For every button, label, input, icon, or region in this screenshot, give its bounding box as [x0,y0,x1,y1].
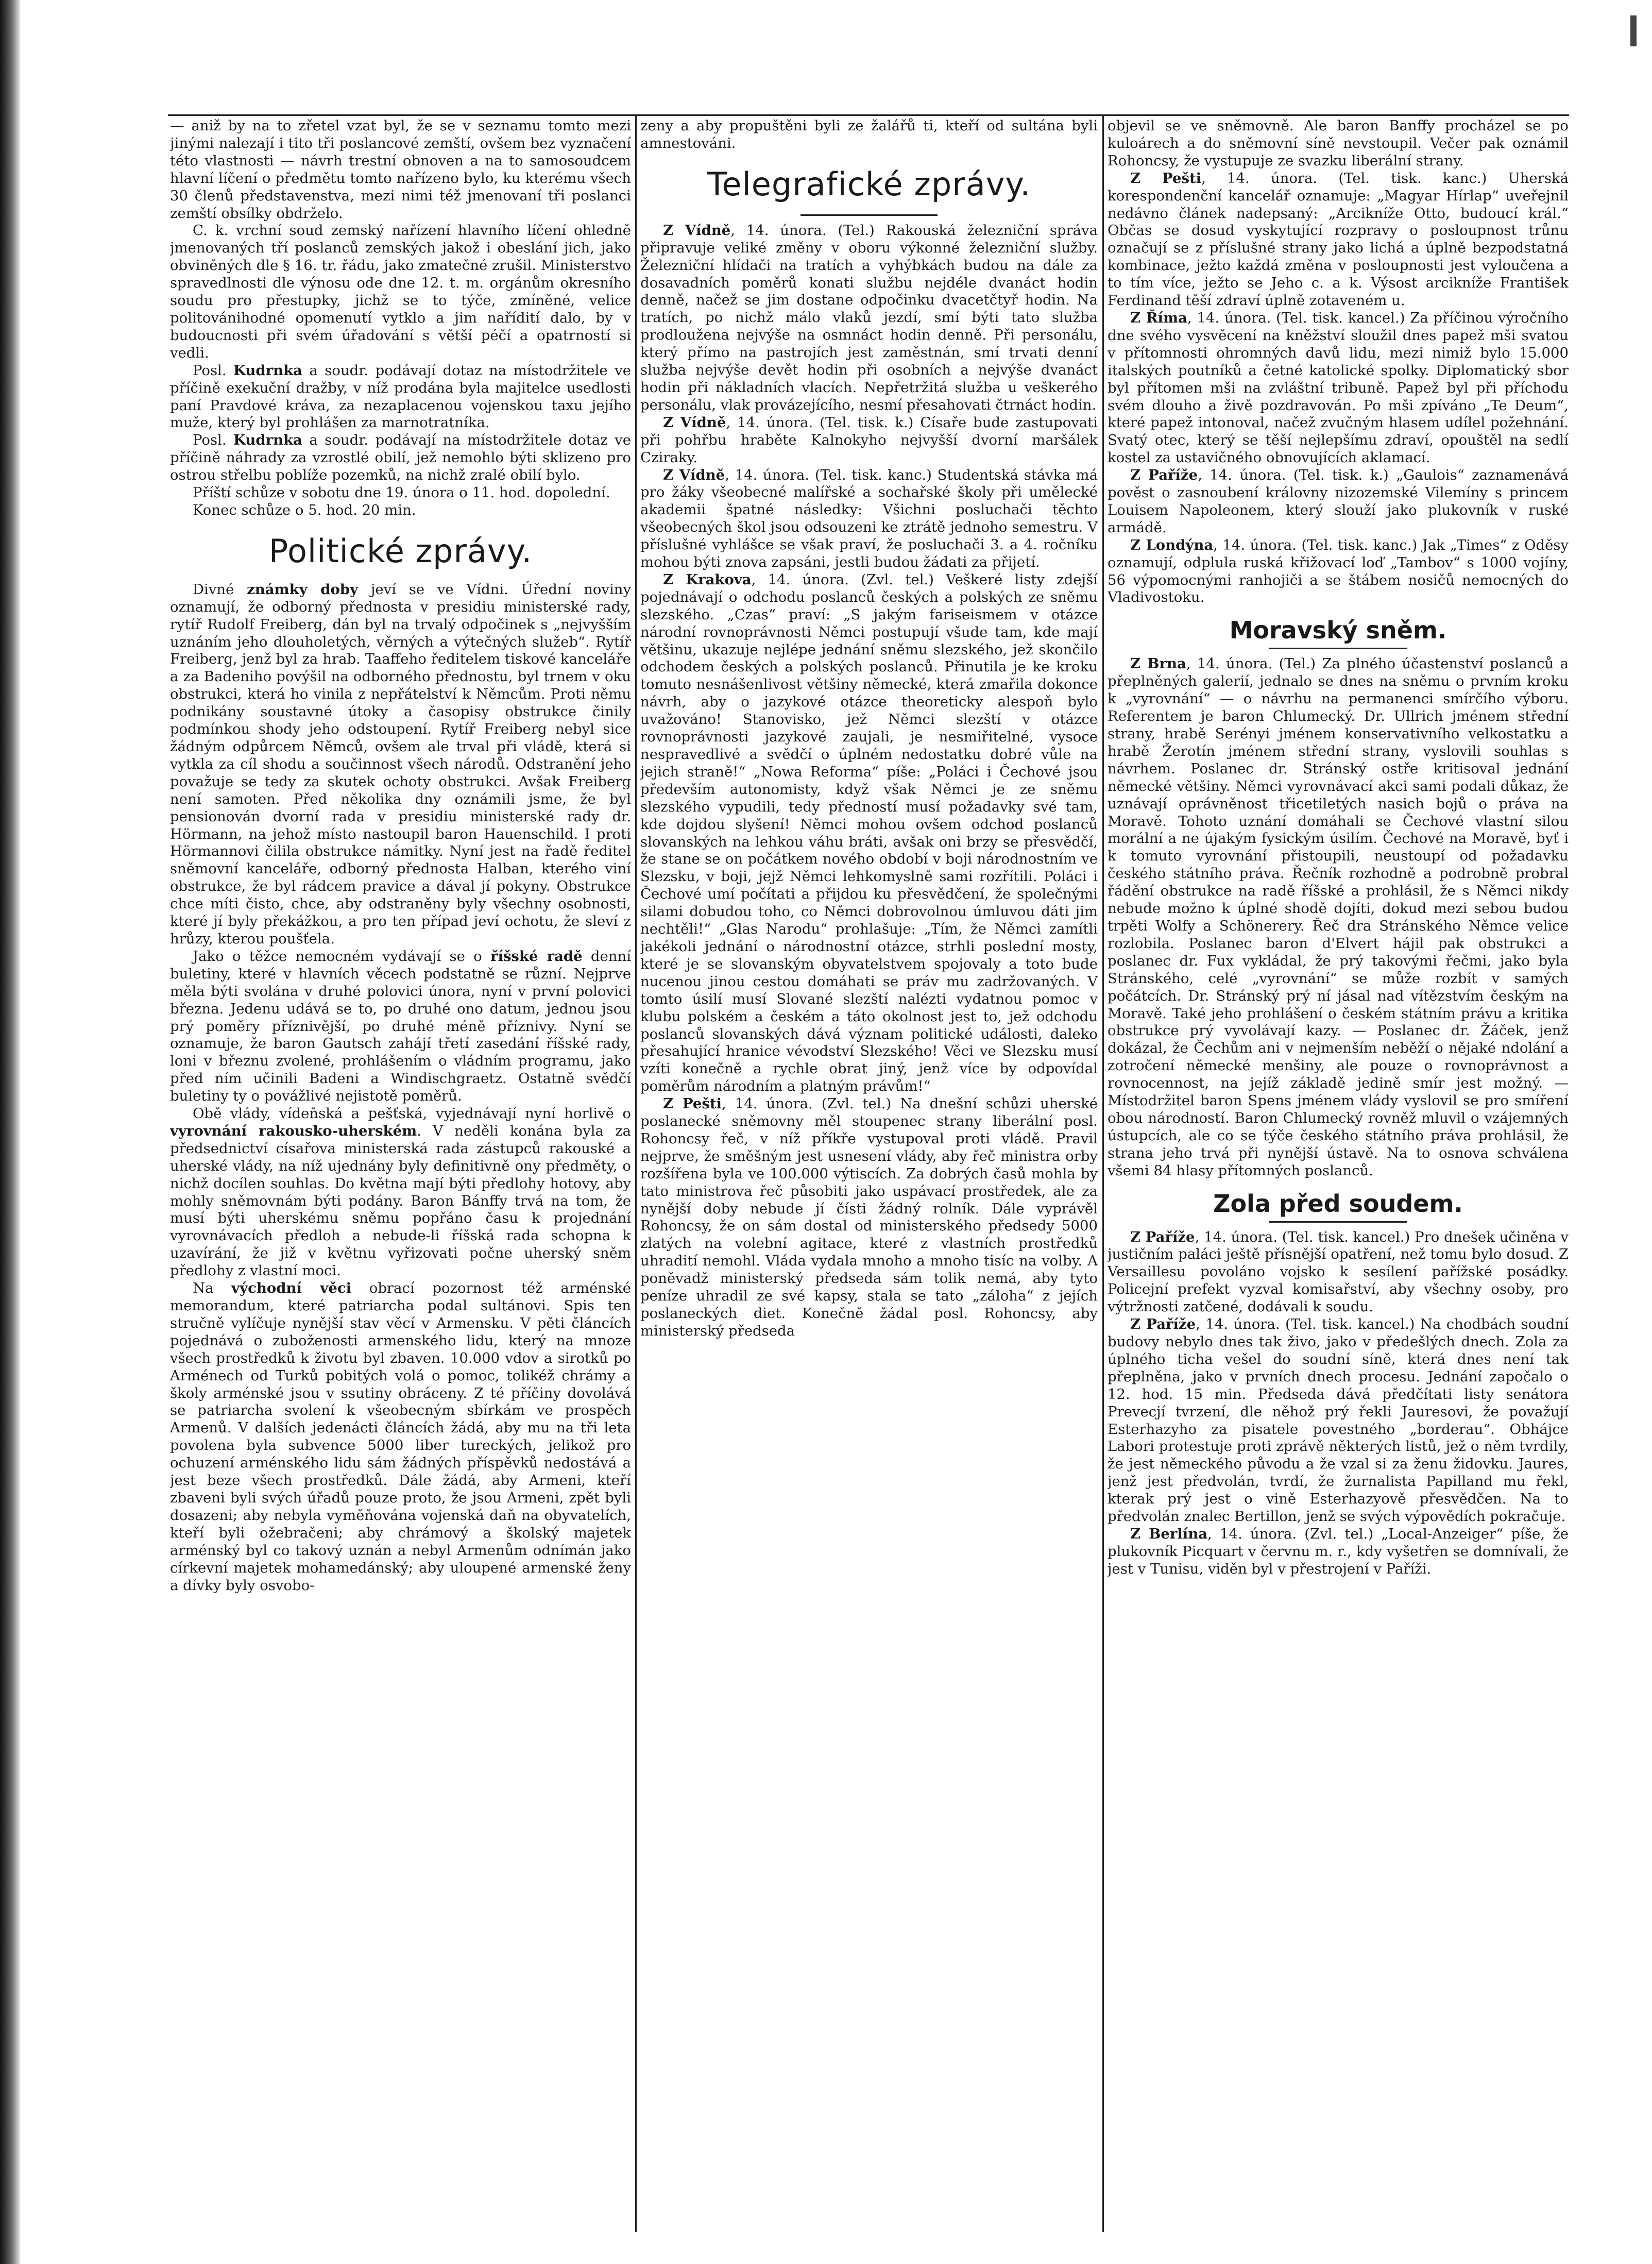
section-heading-politicke: Politické zprávy. [268,532,533,570]
scan-mark [1630,15,1637,46]
paragraph: C. k. vrchní soud zemský nařízení hlavního líčení ohledně jmenovaných tří poslanců zemských jakož i obeslání jich, jako obviněných dle § 16. tr. řádu, jako zmatečné zrušil. Ministerstvo spravedlnosti dle výnosu ode dne 12. t. m. orgánům okresního soudu pro přestupky, jichž se to týče, zmíněné, velice politovánihodné opomenutí vytklo a jim nařídití dalo, by v budoucnosti při svém úřadování s větší péčí a opatrností si vedli. [170,222,631,361]
paragraph: Z Vídně, 14. února. (Tel. tisk. k.) Císaře bude zastupovati při pohřbu hraběte Kalnokyho nejvyšší dvorní maršálek Cziraky. [640,414,1098,466]
section-heading-zola: Zola před soudem. [1213,1189,1463,1218]
paragraph: Posl. Kudrnka a soudr. podávají na místodržitele dotaz ve příčině náhrady za vzrostlé obilí, jež nemohlo býti sklizeno pro ostrou střelbu poblíže pozemků, na nichž zralé obilí bylo. [170,432,631,484]
paragraph: Obě vlády, vídeňská a pešťská, vyjednávají nyní horlivě o vyrovnání rakousko-uherském. V neděli konána byla za předsednictví císařova ministerská rada zástupců rakouské a uherské vlády, na níž ujednány byly definitivně ony předměty, o nichž docílen souhlas. Do května mají býti předlohy hotovy, aby mohly sněmovnám býti podány. Baron Bánffy trvá na tom, že musí býti uherskému sněmu popřáno času k projednání vyrovnávacích předloh a nebude-li říšská rada schopna k uzavírání, že již v květnu vyřizovati počne uherský sněm předlohy z vlastní moci. [170,1105,631,1279]
paragraph: Z Paříže, 14. února. (Tel. tisk. k.) „Gaulois“ zaznamenává pověst o zasnoubení královny nizozemské Vilemíny s princem Louisem Napoleonem, který slouží jako plukovník v ruské armádě. [1108,467,1569,536]
section-heading-moravsky-snem: Moravský sněm. [1229,616,1447,645]
paragraph: Z Pešti, 14. února. (Zvl. tel.) Na dnešní schůzi uherské poslanecké sněmovny měl stoupenec strany liberální posl. Rohoncsy řeč, v níž příkře vystupoval proti vládě. Pravil nejprve, že směšným jest usnesení vlády, aby řeč ministra orby rozšířena byla ve 100.000 výtiscích. Za dobrých časů mohla by tato ministrova řeč působiti jako uspávací prostředek, ale za nynější doby nebude jí čísti žádný rolník. Dále vyprávěl Rohoncsy, že on sám dostal od ministerského předsedy 5000 zlatých na volební agitace, které z vlastních prostředků uhradití nemohl. Vláda vydala mnoho a mnoho tisíc na volby. A poněvadž ministerský předseda sám tolik nemá, aby tyto peníze uhradil ze své kapsy, stala se tato „záloha“ z jejích poslaneckých diet. Konečně žádal posl. Rohoncsy, aby ministerský předseda [640,1095,1098,1339]
bold-name: Kudrnka [233,432,302,449]
binding-shadow [0,0,21,2264]
paragraph: — aniž by na to zřetel vzat byl, že se v seznamu tomto mezi jinými nalezají i tito tři poslancové zemští, ovšem bez vyznačení této vlastnosti — návrh trestní obnoven a na to samosoudcem hlavní líčení o předmětu tomto nařízeno bylo, ku kterému všech 30 členů představenstva, mezi nimi též jmenovaní tři poslanci zemští obsílky obdrželo. [170,117,631,222]
column-rule-1 [635,114,637,2232]
column-1 [170,117,631,2230]
heading-rule [1269,648,1407,649]
paragraph: Z Brna, 14. února. (Tel.) Za plného účastenství poslanců a přeplněných galerií, jednalo se dnes na sněmu o prvním kroku k „vyrovnání“ — o návrhu na permanenci smírčího výboru. Referentem je baron Chlumecký. Dr. Ullrich jménem střední strany, hrabě Serényi jménem konservativního velkostatku a hrabě Žerotín jménem střední strany, vyslovili souhlas s návrhem. Poslanec dr. Stránský ostře kritisoval jednání německé většiny. Němci vyrovnávací akci sami podali důkaz, že uznávají oprávněnost třicetiletých nasich bojů o práva na Moravě. Tohoto uznání domáhali se Čechové vlastní silou morální a ne újakým fysickým úsilím. Čechové na Moravě, byť i k tomuto vyrovnání přistoupili, neustoupí od požadavku českého státního práva. Řečník rozhodně a podrobně probral řádění obstrukce na radě říšské a prohlásil, že s Němci nikdy nebude možno k úplné shodě dojíti, dokud mezi sebou budou trpěti Wolfy a Schönerery. Řeč dra Stránského Němce velice rozlobila. Poslanec baron d'Elvert hájil pak obstrukci a poslanec dr. Fux vykládal, že prý takovými řečmi, jako byla Stránského, celé „vyrovnání“ se může rozbít v samých počátcích. Dr. Stránský prý ní jásal nad vítězstvím českým na Moravě. Také jeho prohlášení o českém státním právu a kritika obstrukce prý vyvolávají kazy. — Poslanec dr. Žáček, jenž dokázal, že Čechům ani v nejmenším neběží o nějaké ndolání a zotročení německé menšiny, ale pouze o rovnoprávnost a rovnocennost, na jejíž základě jedině smír jest možný. — Místodržitel baron Spens jménem vlády vyslovil se pro smíření obou národností. Baron Chlumecký rovněž mluvil o vzájemných ústupcích, ale co se týče českého státního práva prohlásil, že strana jeho trvá při nynější ústavě. Na to osnova schválena všemi 84 hlasy přítomných poslanců. [1108,655,1569,1179]
paragraph: Z Říma, 14. února. (Tel. tisk. kancel.) Za příčinou výročního dne svého vysvěcení na kněžství sloužil dnes papež mši svatou v přítomnosti ohromných davů lidu, mezi nimiž bylo 15.000 italských poutníků a četné katolické spolky. Diplomatický sbor byl přítomen mši na zvláštní tribuně. Papež byl při příchodu svém dlouho a živě pozdravován. Po mši zpíváno „Te Deum“, které papež intonoval, načež zvučným hlasem udílel požehnání. Svatý otec, který se těší nejlepšímu zdraví, opouštěl na sedlí kostel za ustavičného obnovujících aklamací. [1108,309,1569,466]
top-rule [168,114,1569,116]
paragraph: Z Krakova, 14. února. (Zvl. tel.) Veškeré listy zdejší pojednávají o odchodu poslanců českých a polských ze sněmu slezského. „Czas“ praví: „S jakým fariseismem v otázce národní rovnoprávnosti Němci postupují všude tam, kde mají většinu, ukazuje nejlépe jednání sněmu slezského, jež skončilo odchodem českých a polských poslanců. Přinutila je ke kroku tomuto nesnášenlivost většiny německé, která zmařila dokonce návrh, aby o jazykové otázce theoreticky alespoň bylo uvažováno! Stanovisko, jež Němci slezští v otázce rovnoprávnosti jazykové zaujali, je nesmiřitelné, vysoce nespravedlivé a svědčí o úplném nedostatku dobré vůle na jejich straně!“ „Nowa Reforma“ píše: „Poláci i Čechové jsou především autonomisty, když však Němci je ze sněmu slezského vypudili, tedy předností musí požadavky své tam, kde dojdou slyšení! Němci mohou ovšem odchod poslanců slovanských na lehkou váhu bráti, avšak oni brzy se přesvědčí, že stane se on počátkem nového období v boji národnostním ve Slezsku, v boji, jejž Němci lehkomyslně sami rozřítili. Poláci i Čechové umí počítati a přijdou ku přesvědčení, že společnými silami dobudou toho, co Němci dobrovolnou úmluvou dáti jim nechtěli!“ „Glas Narodu“ prohlašuje: „Tím, že Němci zamítli jakékoli jednání o národnostní otázce, strhli poslední mosty, které je se slovanským obyvatelstvem spojovaly a toto bude nucenou jinou cestou domáhati se práv mu zadržovaných. V tomto úsilí musí Slované slezští nalézti vydatnou pomoc v klubu polském a českém a táto okolnost jest to, jež odchodu poslanců slovanských dává význam politické události, daleko přesahující hranice vévodství Slezského! Věci ve Slezsku musí vzíti konečně a rychle obrat jiný, jenž více by odpovídal poměrům národním a platným právům!“ [640,571,1098,1095]
bold-name: Kudrnka [233,362,302,379]
paragraph: Na východní věci obrací pozornost též arménské memorandum, které patriarcha podal sultánovi. Spis ten stručně vylíčuje nynější stav věcí v Armensku. V pěti článcích pojednává o zuboženosti armenského lidu, který na mnoze všech prostředků k životu byl zbaven. 10.000 vdov a sirotků po Arménech od Turků pobitých volá o pomoc, tolikéž chrámy a školy arménské jsou v ssutiny obráceny. Z té příčiny dovolává se patriarcha svolení k všeobecným sbírkám ve prospěch Armenů. V dalších jedenácti článcích žádá, aby mu na tři leta povolena byla subvence 5000 liber tureckých, jelikož pro ochuzení arménského lidu sám žádných příspěvků nedostává a jest beze všech prostředků. Dále žádá, aby Armeni, kteří zbaveni byli svých úřadů pouze proto, že jsou Armeni, zpět byli dosazeni; aby nebyla vyměňována vojenská daň na obyvatelích, kteří byli ožebračeni; aby chrámový a školský majetek arménský byl co takový uznán a nebyl Armenům odnímán jako církevní majetek mohamedánský; aby uloupené armenské ženy a dívky byly osvobo- [170,1280,631,1594]
paragraph: Z Vídně, 14. února. (Tel. tisk. kanc.) Studentská stávka má pro žáky všeobecné malířské a sochařské školy při umělecké akademii špatné následky: Všichni posluchači těchto všeobecných škol jsou odsouzeni ke ztrátě jednoho semestru. V příslušné vyhlášce se však praví, že posluchači 3. a 4. ročníku mohou býti znova zapsáni, jestli budou žádati za přijetí. [640,466,1098,571]
paragraph: Z Londýna, 14. února. (Tel. tisk. kanc.) Jak „Times“ z Oděsy oznamují, odplula ruská křižovací loď „Tambov“ s 1000 vojíny, 56 výpomocnými ranhojiči a se štábem nosičů nemocných do Vladivostoku. [1108,536,1569,606]
paragraph: Z Pešti, 14. února. (Tel. tisk. kanc.) Uherská korespondenční kancelář oznamuje: „Magyar Hírlap“ uveřejnil nedávno článek nadepsaný: „Arcikníže Otto, budoucí král.“ Občas se dosud vyskytující rozpravy o posloupnost trůnu označují se z příslušné strany jako lichá a úplně bezpodstatná kombinace, ježto každá změna v posloupnosti jest vyloučena a to tím více, ježto se Jeho c. a k. Výsost arcikníže František Ferdinand těší zdraví úplně zotaveném u. [1108,170,1569,309]
paragraph: Divné známky doby jeví se ve Vídni. Úřední noviny oznamují, že odborný přednosta v presidiu ministerské rady, rytíř Rudolf Freiberg, dán byl na trvalý odpočinek s „nejvyšším uznáním jeho dlouholetých, věrných a výtečných služeb“. Rytíř Freiberg, jenž byl za hrab. Taaffeho ředitelem tiskové kanceláře a za Badeniho povýšil na odborného přednostu, byl trnem v oku obstrukci, která ho vinila z nepřátelství k Němcům. Proti němu podnikány soustavné útoky a časopisy obstrukce činily podmínkou shody jeho odstoupení. Rytíř Freiberg nebyl sice žádným odpůrcem Němců, ovšem ale trval při vládě, která si vytkla za cíl shodu a součinnost všech národů. Odstranění jeho považuje se tedy za skutek ochoty obstrukci. Avšak Freiberg není samoten. Před několika dny oznámili jsme, že byl pensionován dvorní rada v presidiu ministerské rady dr. Hörmann, na jehož místo nastoupil baron Hauenschild. I proti Hörmannovi čilila obstrukce námitky. Nyní jest na řadě ředitel sněmovní kanceláře, odborný přednosta Halban, kterého viní obstrukce, že byl rádcem pravice a dával jí pokyny. Obstrukce chce míti čisto, chce, aby odstraněny byly všechny osobnosti, které jí byly překážkou, a pro ten případ jeví ochotu, že sleví z hrůzy, kterou poušťela. [170,581,631,947]
heading-rule [801,214,938,216]
paragraph: Konec schůze o 5. hod. 20 min. [193,501,416,518]
paragraph: Z Paříže, 14. února. (Tel. tisk. kancel.) Pro dnešek učiněna v justičním paláci ještě přísnější opatření, než tomu bylo dosud. Z Versaillesu povoláno vojsko k sesílení pařížské posádky. Policejní prefekt vyzval komisařství, aby všechny osoby, pro výtržnosti zatčené, dodávali k soudu. [1108,1228,1569,1315]
paragraph: Jako o těžce nemocném vydávají se o říšské radě denní buletiny, které v hlavních věcech podstatně se různí. Nejprve měla býti svolána v druhé polovici února, nyní v první polovici března. Jedenu udává se to, po druhé ono datum, jednou jsou prý poměry příznivější, po druhé méně příznivy. Nyní se oznamuje, že baron Gautsch zahájí třetí zasedání říšské rady, loni v březnu zvolené, prohlášením o vládním programu, jako před ním učinili Badeni a Windischgraetz. Ostatně svědčí buletiny ty o povážlivé nejistotě poměrů. [170,948,631,1105]
paragraph: zeny a aby propuštěni byli ze žalářů ti, kteří od sultána byli amnestováni. [640,117,1098,151]
paragraph: Posl. Kudrnka a soudr. podávají dotaz na místodržitele ve příčině exekuční dražby, v níž prodána byla majitelce usedlosti paní Pravdové kráva, za nezaplacenou vojenskou taxu jejího muže, který byl prohlášen za marnotratníka. [170,362,631,431]
paragraph: objevil se ve sněmovně. Ale baron Banffy procházel se po kuloárech a do sněmovní síně nevstoupil. Večer pak oznámil Rohoncsy, že vystupuje ze svazku liberální strany. [1108,117,1569,169]
column-rule-2 [1102,114,1104,2232]
column-2 [640,117,1098,2230]
paragraph: Z Vídně, 14. února. (Tel.) Rakouská železniční správa připravuje veliké změny v oboru výkonné železniční služby. Železniční hlídači na tratích a vyhýbkách budou na dále za dosavadních poměrů konati službu nejdéle dvanáct hodin denně, načež se jim dostane odpočinku dvacetčtyř hodin. Na tratích, po nichž málo vlaků jezdí, smí býti tato služba prodloužena nejvýše na osmnáct hodin denně. Při personálu, který přímo na pastrojích jest zaměstnán, smí trvati denní služba nejvýše devět hodin při osobních a nejvýše dvanáct hodin při nákladních vlacích. Nepřetržitá služba u veškerého personálu, vlak provázejícího, nesmí přesahovati čtrnáct hodin. [640,222,1098,413]
section-heading-telegraficke: Telegrafické zprávy. [707,165,1031,203]
column-3 [1108,117,1569,2230]
paragraph: Z Berlína, 14. února. (Zvl. tel.) „Local-Anzeiger“ píše, že plukovník Picquart v červnu m. r., kdy vyšetřen se domnívali, že jest v Tunisu, viděn byl v přestrojení v Paříži. [1108,1525,1569,1577]
paragraph: Z Paříže, 14. února. (Tel. tisk. kancel.) Na chodbách soudní budovy nebylo dnes tak živo, jako v předešlých dnech. Zola za úplného ticha vešel do soudní síně, která dnes není tak přeplněna, jako v prvních dnech procesu. Jednání započalo o 12. hod. 15 min. Předseda dává předčítati listy senátora Prevecjí tvrzení, dle něhož prý řekli Jauresovi, že považují Esterhazyho za pisatele povestného „borderau“. Obhájce Labori protestuje proti zprávě některých listů, jež o něm tvrdily, že jest německého původu a že vzal si za ženu židovku. Jaures, jenž jest předvolán, tvrdí, že žurnalista Papilland mu řekl, kterak prý jest o vině Esterhazyově přesvědčen. Na to předvolán znalec Bertillon, jenž se svých výpovědích pokračuje. [1108,1316,1569,1525]
heading-rule [1269,1221,1407,1223]
paragraph: Příští schůze v sobotu dne 19. února o 11. hod. dopolední. [193,484,610,501]
